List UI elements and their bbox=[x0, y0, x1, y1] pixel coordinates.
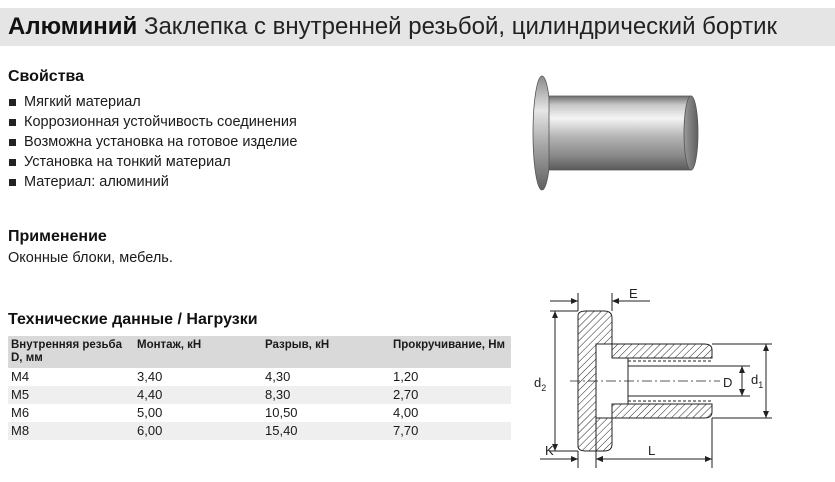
dim-label-d1: $d_1$ bbox=[751, 372, 764, 390]
list-item: Мягкий материал bbox=[8, 92, 297, 112]
application-text: Оконные блоки, мебель. bbox=[8, 250, 173, 266]
application-title: Применение bbox=[8, 228, 107, 245]
list-item: Материал: алюминий bbox=[8, 172, 297, 192]
dim-label-K: K bbox=[545, 443, 554, 458]
bullet-icon bbox=[9, 119, 16, 126]
table-row: M5 4,40 8,30 2,70 bbox=[8, 386, 511, 404]
table-header-row bbox=[8, 336, 511, 368]
bullet-icon bbox=[9, 99, 16, 106]
table-row: M4 3,40 4,30 1,20 bbox=[8, 368, 511, 386]
bullet-icon bbox=[9, 179, 16, 186]
column-header-mounting: Монтаж, кН bbox=[134, 336, 262, 368]
bullet-icon bbox=[9, 139, 16, 146]
list-item: Коррозионная устойчивость соединения bbox=[8, 112, 297, 132]
technical-drawing bbox=[525, 282, 825, 482]
dim-label-E: E bbox=[629, 286, 638, 301]
list-item: Установка на тонкий материал bbox=[8, 152, 297, 172]
table-row: M8 6,00 15,40 7,70 bbox=[8, 422, 511, 440]
dim-label-D: D bbox=[723, 375, 733, 390]
dim-label-L: L bbox=[648, 443, 656, 458]
column-header-torque: Прокручивание, Нм bbox=[390, 336, 511, 368]
column-header-breaking: Разрыв, кН bbox=[262, 336, 390, 368]
list-item: Возможна установка на готовое изделие bbox=[8, 132, 297, 152]
dim-label-d2: $d_2$ bbox=[534, 375, 547, 393]
specs-title: Технические данные / Нагрузки bbox=[8, 311, 258, 328]
properties-title: Свойства bbox=[8, 68, 85, 85]
page-title bbox=[8, 8, 777, 46]
material-name: Алюминий bbox=[8, 13, 138, 40]
column-header-thread: Внутренняя резьба D, мм bbox=[8, 336, 134, 368]
bullet-icon bbox=[9, 159, 16, 166]
specs-table bbox=[8, 336, 511, 440]
rivet-nut-photo bbox=[525, 72, 725, 222]
title-banner bbox=[0, 8, 835, 46]
product-subtitle: Заклепка с внутренней резьбой, цилиндрический бортик bbox=[143, 13, 777, 40]
properties-list bbox=[8, 92, 297, 192]
table-row: M6 5,00 10,50 4,00 bbox=[8, 404, 511, 422]
